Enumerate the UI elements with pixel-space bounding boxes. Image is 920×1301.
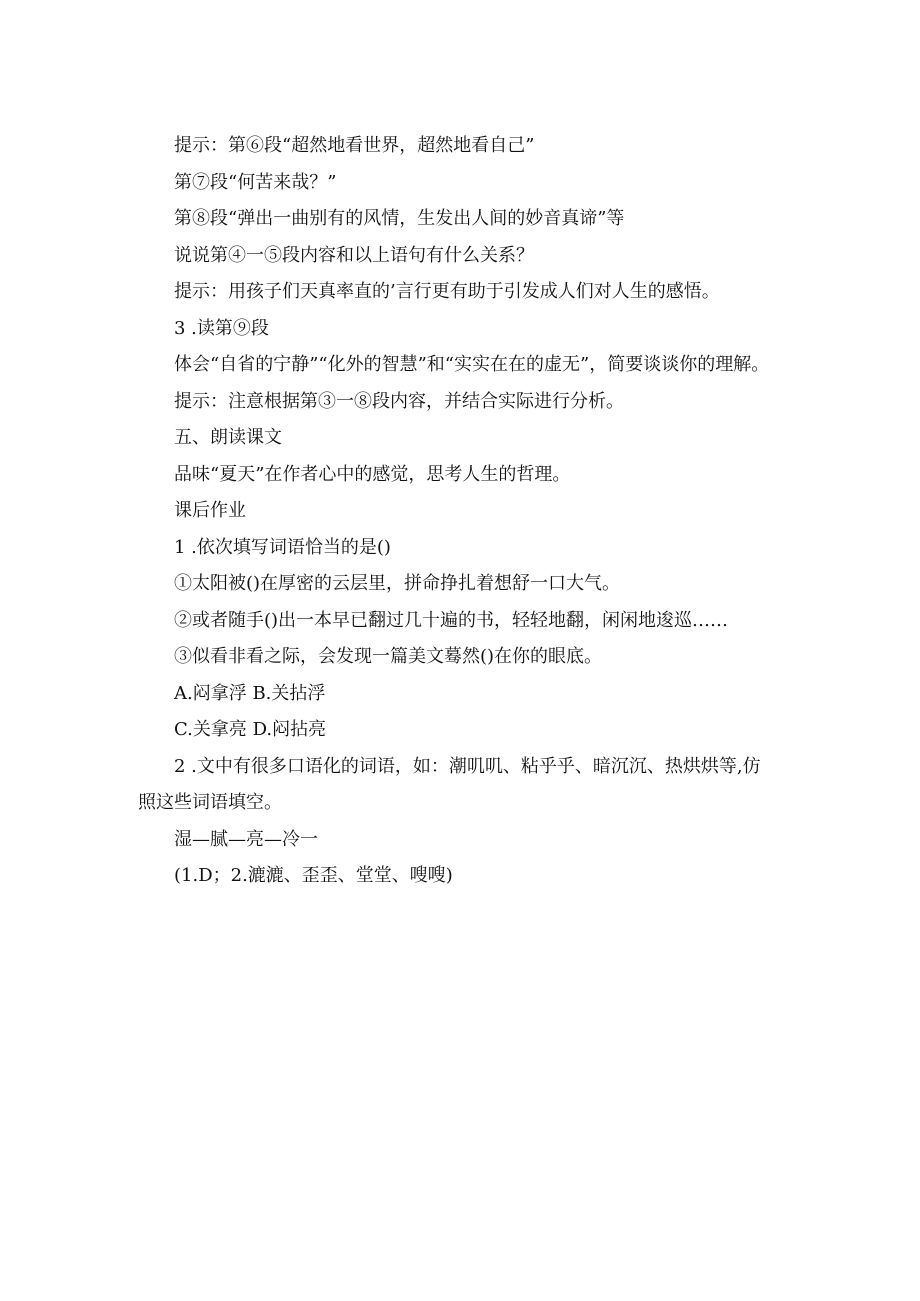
exercise-1-sentence-3: ③似看非看之际，会发现一篇美文蓦然()在你的眼底。	[174, 646, 603, 667]
exercise-1-sentence-1: ①太阳被()在厚密的云层里，拼命挣扎着想舒一口大气。	[174, 573, 621, 594]
hint-paragraph-6: 提示：第⑥段“超然地看世界，超然地看自己”	[174, 135, 535, 156]
question-paragraph-9: 体会“自省的宁静”“化外的智慧”和“实实在在的虚无”，简要谈谈你的理解。	[174, 354, 770, 375]
hint-analysis: 提示：注意根据第③一⑧段内容，并结合实际进行分析。	[174, 390, 624, 412]
item-3-heading: 3 .读第⑨段	[174, 317, 269, 339]
exercise-2-question: 2 .文中有很多口语化的词语，如：潮叽叽、粘乎乎、暗沉沉、热烘烘等,仿照这些词语填空。	[138, 755, 761, 813]
paragraph-8-quote: 第⑧段“弹出一曲别有的风情，生发出人间的妙音真谛”等	[174, 208, 625, 229]
exercise-1-question: 1 .依次填写词语恰当的是()	[174, 536, 391, 558]
answer-key: (1.D；2.漉漉、歪歪、堂堂、嗖嗖)	[174, 865, 453, 886]
exercise-1-options-ab: A.闷拿浮 B.关拈浮	[174, 682, 326, 704]
document-body	[138, 128, 770, 895]
reading-instruction: 品味“夏天”在作者心中的感觉，思考人生的哲理。	[174, 463, 571, 485]
paragraph-7-quote: 第⑦段“何苦来哉？”	[174, 171, 337, 193]
homework-heading: 课后作业	[174, 500, 246, 521]
question-paragraphs-4-5: 说说第④一⑤段内容和以上语句有什么关系？	[174, 244, 534, 266]
section-five-heading: 五、朗读课文	[174, 427, 282, 448]
hint-children-words: 提示：用孩子们天真率直的’言行更有助于引发成人们对人生的感悟。	[174, 281, 720, 302]
exercise-2-blanks: 湿—腻—亮—冷一	[174, 828, 318, 850]
exercise-1-sentence-2: ②或者随手()出一本早已翻过几十遍的书，轻轻地翻，闲闲地逡巡……	[174, 609, 729, 631]
exercise-1-options-cd: C.关拿亮 D.闷拈亮	[174, 719, 327, 740]
